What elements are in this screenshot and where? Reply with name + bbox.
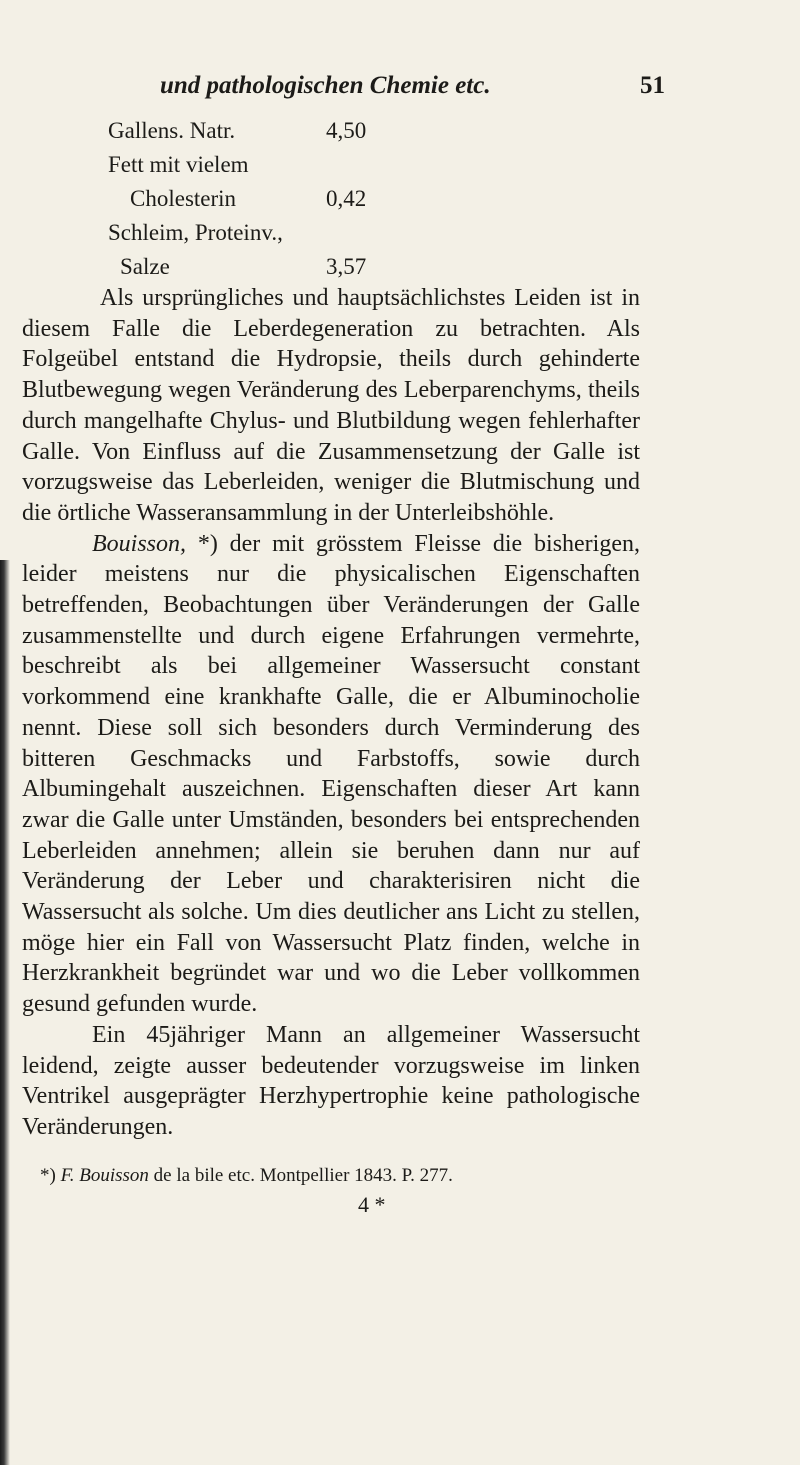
footnote-author: F. Bouisson (60, 1165, 149, 1186)
table-row-label: Salze (120, 254, 170, 279)
composition-table (108, 114, 458, 284)
table-row-label: Cholesterin (130, 186, 237, 211)
table-row (108, 114, 458, 148)
paragraph-text: Ein 45jähriger Mann an allgemeiner Wassersucht leidend, zeigte ausser bedeutender vorzugsweise im linken Ventrikel ausgeprägter Herzhypertrophie keine pathologische Veränderungen. (22, 1021, 640, 1140)
table-row-label: Fett mit vielem (108, 152, 249, 177)
footnote (40, 1165, 740, 1187)
paragraph (22, 529, 640, 1020)
table-row-value: 0,42 (326, 186, 367, 211)
table-row-label: Gallens. Natr. (108, 118, 236, 143)
table-row (108, 148, 458, 182)
table-row-value: 3,57 (326, 254, 367, 279)
body-text (22, 283, 640, 1143)
page-number: 51 (640, 72, 665, 99)
table-row-label: Schleim, Proteinv., (108, 220, 283, 245)
paragraph (22, 283, 640, 529)
footnote-text: de la bile etc. Montpellier 1843. P. 277. (153, 1165, 453, 1186)
author-name: Bouisson, (92, 530, 187, 557)
paragraph-text: Als ursprüngliches und hauptsächlichstes Leiden ist in diesem Falle die Leberdegeneration zu betrachten. Als Folgeübel entstand die Hydropsie, theils durch gehinderte Blutbewegung wegen Veränderung des Leberparenchyms, theils durch mangelhafte Chylus- und Blutbildung wegen fehlerhafter Galle. Von Einfluss auf die Zusammensetzung der Galle ist vorzugsweise das Leberleiden, weniger die Blutmischung und die örtliche Wasseransammlung in der Unterleibshöhle. (22, 285, 640, 526)
table-row-value: 4,50 (326, 118, 367, 143)
footnote-mark: *) (40, 1165, 56, 1186)
paragraph-text: *) der mit grösstem Fleisse die bisherigen, leider meistens nur die physicalischen Eigenschaften betreffenden, Beobachtungen über Veränderungen der Galle zusammenstellte und durch eigene Erfahrungen vermehrte, beschreibt als bei allgemeiner Wassersucht constant vorkommend eine krankhafte Galle, die er Albuminocholie nennt. Diese soll sich besonders durch Verminderung des bitteren Geschmacks und Farbstoffs, sowie durch Albumingehalt auszeichnen. Eigenschaften dieser Art kann zwar die Galle unter Umständen, besonders bei entsprechenden Leberleiden annehmen; allein sie beruhen dann nur auf Veränderung der Leber und charakterisiren nicht die Wassersucht als solche. Um dies deutlicher ans Licht zu stellen, möge hier ein Fall von Wassersucht Platz finden, welche in Herzkrankheit begründet war und wo die Leber vollkommen gesund gefunden wurde. (22, 530, 640, 1018)
table-row (108, 216, 458, 250)
table-row (108, 182, 458, 216)
binding-shadow (0, 560, 10, 1465)
running-header: und pathologischen Chemie etc. (160, 72, 491, 99)
paragraph (22, 1020, 640, 1143)
signature-mark: 4 * (358, 1192, 386, 1217)
table-row (108, 250, 458, 284)
